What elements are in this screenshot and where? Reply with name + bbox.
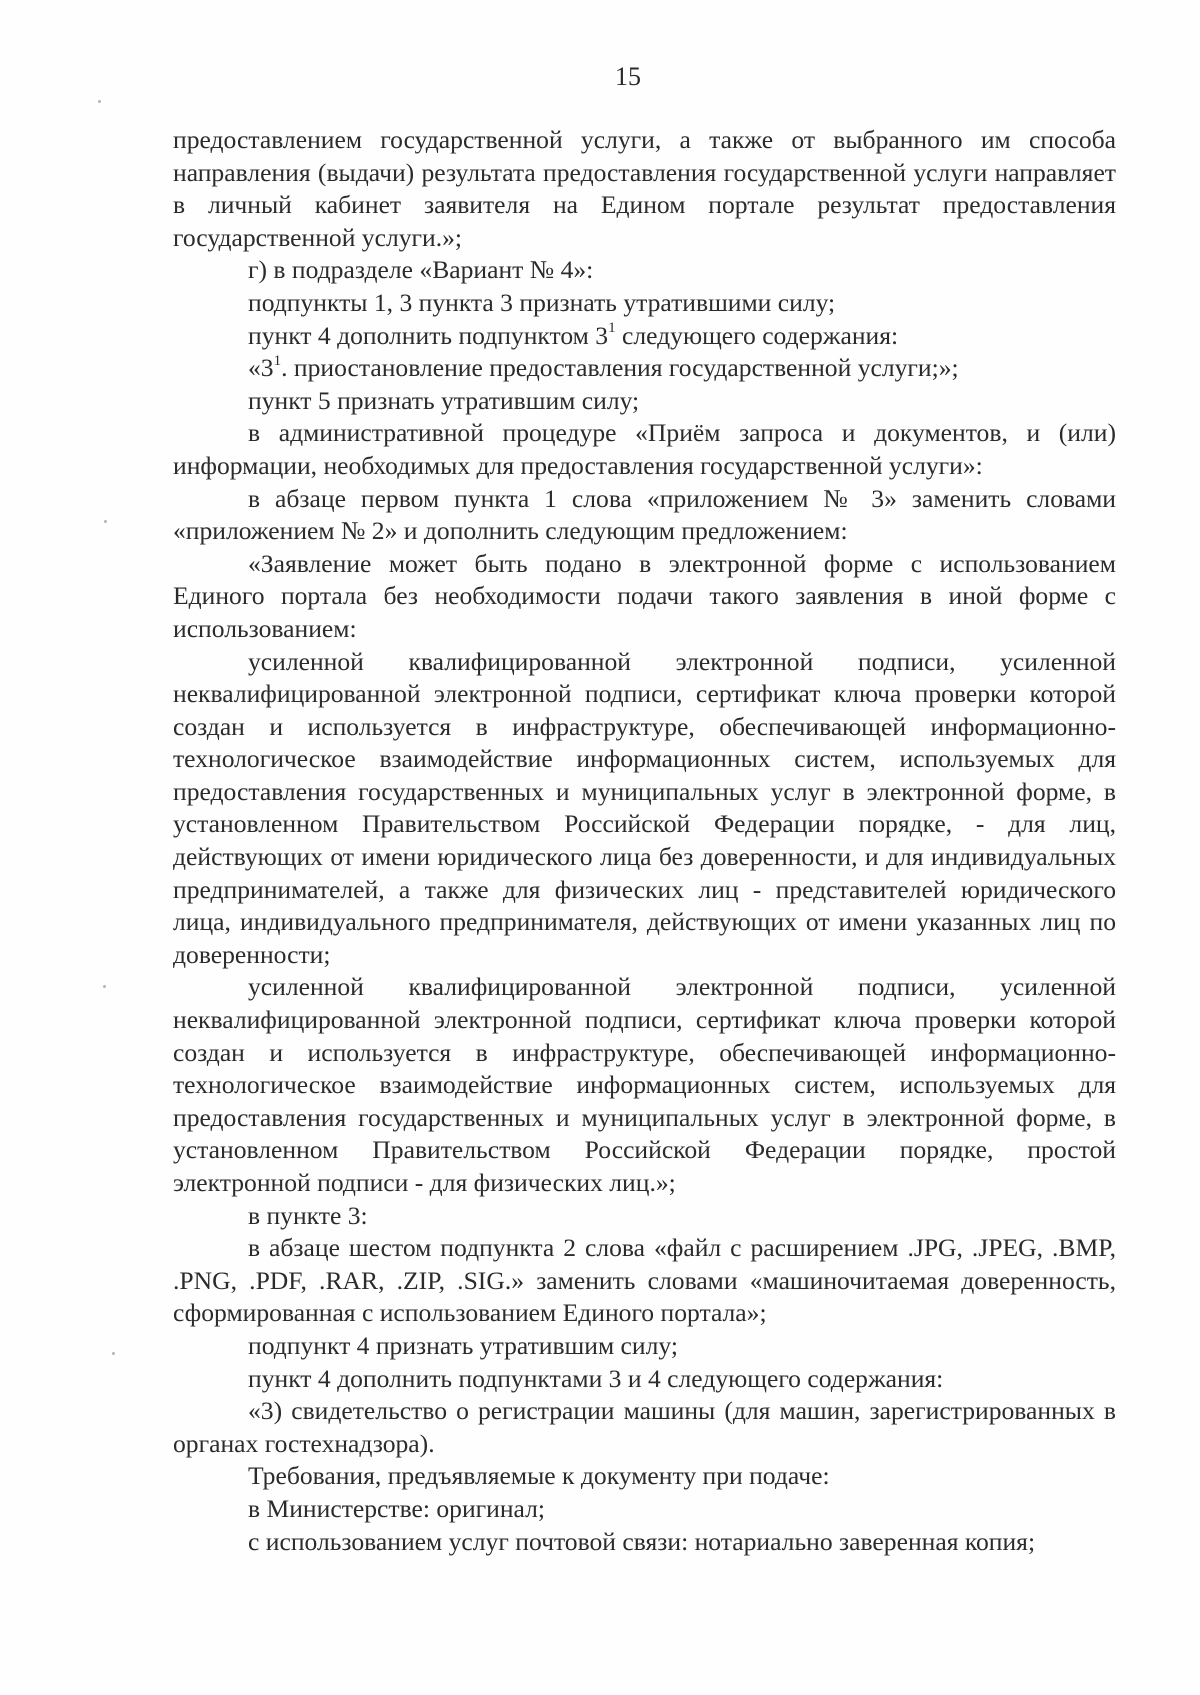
paragraph: с использованием услуг почтовой связи: нотариально заверенная копия; xyxy=(248,1526,1036,1556)
paragraph: в пункте 3: xyxy=(248,1200,368,1230)
paragraph-text: пункт 4 дополнить подпунктом 3 xyxy=(248,320,609,350)
superscript: 1 xyxy=(608,320,616,337)
paragraph: в абзаце шестом подпункта 2 слова «файл с расширением .JPG, .JPEG, .BMP, .PNG, .PDF, .RAR, .ZIP, .SIG.» заменить словами «машиночитаемая доверенность, сформированная с использованием Единого портала»; xyxy=(173,1233,1116,1328)
paragraph: предоставлением государственной услуги, а также от выбранного им способа направления (выдачи) результата предоставления государственной услуги направляет в личный кабинет заявителя на Едином портале результат предоставления государственной услуги.»; xyxy=(173,125,1116,252)
paragraph: «3) свидетельство о регистрации машины (для машин, зарегистрированных в органах гостехнадзора). xyxy=(173,1396,1116,1458)
paragraph-text: следующего содержания: xyxy=(615,320,899,350)
paragraph: в административной процедуре «Приём запроса и документов, и (или) информации, необходимых для предоставления государственной услуги»: xyxy=(173,418,1116,480)
page-number: 15 xyxy=(615,62,641,91)
paragraph: подпункты 1, 3 пункта 3 признать утратившими силу; xyxy=(248,287,836,317)
superscript: 1 xyxy=(273,352,282,369)
scan-speck xyxy=(98,100,101,103)
paragraph xyxy=(173,352,1116,385)
scan-speck xyxy=(103,985,106,988)
scan-speck xyxy=(112,1352,115,1355)
paragraph-text: «3 xyxy=(248,353,274,383)
paragraph: Требования, предъявляемые к документу при подаче: xyxy=(248,1461,830,1491)
paragraph: пункт 5 признать утратившим силу; xyxy=(248,385,640,415)
document-body xyxy=(173,124,1116,1558)
paragraph: г) в подразделе «Вариант № 4»: xyxy=(248,255,594,285)
paragraph: в абзаце первом пункта 1 слова «приложением № 3» заменить словами «приложением № 2» и дополнить следующим предложением: xyxy=(173,483,1116,546)
scan-speck xyxy=(104,520,107,523)
paragraph-text: . приостановление предоставления государственной услуги;»; xyxy=(281,353,959,383)
paragraph: усиленной квалифицированной электронной подписи, усиленной неквалифицированной электронной подписи, сертификат ключа проверки которой создан и используется в инфраструктуре, обеспечивающей информационно-технологическое взаимодействие информационных систем, используемых для предоставления государственных и муниципальных услуг в электронной форме, в установленном Правительством Российской Федерации порядке, простой электронной подписи - для физических лиц.»; xyxy=(173,972,1116,1197)
paragraph: усиленной квалифицированной электронной подписи, усиленной неквалифицированной электронной подписи, сертификат ключа проверки которой создан и используется в инфраструктуре, обеспечивающей информационно-технологическое взаимодействие информационных систем, используемых для предоставления государственных и муниципальных услуг в электронной форме, в установленном Правительством Российской Федерации порядке, - для лиц, действующих от имени юридического лица без доверенности, и для индивидуальных предпринимателей, а также для физических лиц - представителей юридического лица, индивидуального предпринимателя, действующих от имени указанных лиц по доверенности; xyxy=(173,646,1116,969)
paragraph: пункт 4 дополнить подпунктами 3 и 4 следующего содержания: xyxy=(248,1363,944,1393)
paragraph: «Заявление может быть подано в электронной форме с использованием Единого портала без необходимости подачи такого заявления в иной форме с использованием: xyxy=(173,548,1116,643)
paragraph: в Министерстве: оригинал; xyxy=(248,1493,546,1523)
paragraph xyxy=(173,320,1116,353)
paragraph: подпункт 4 признать утратившим силу; xyxy=(248,1330,678,1360)
